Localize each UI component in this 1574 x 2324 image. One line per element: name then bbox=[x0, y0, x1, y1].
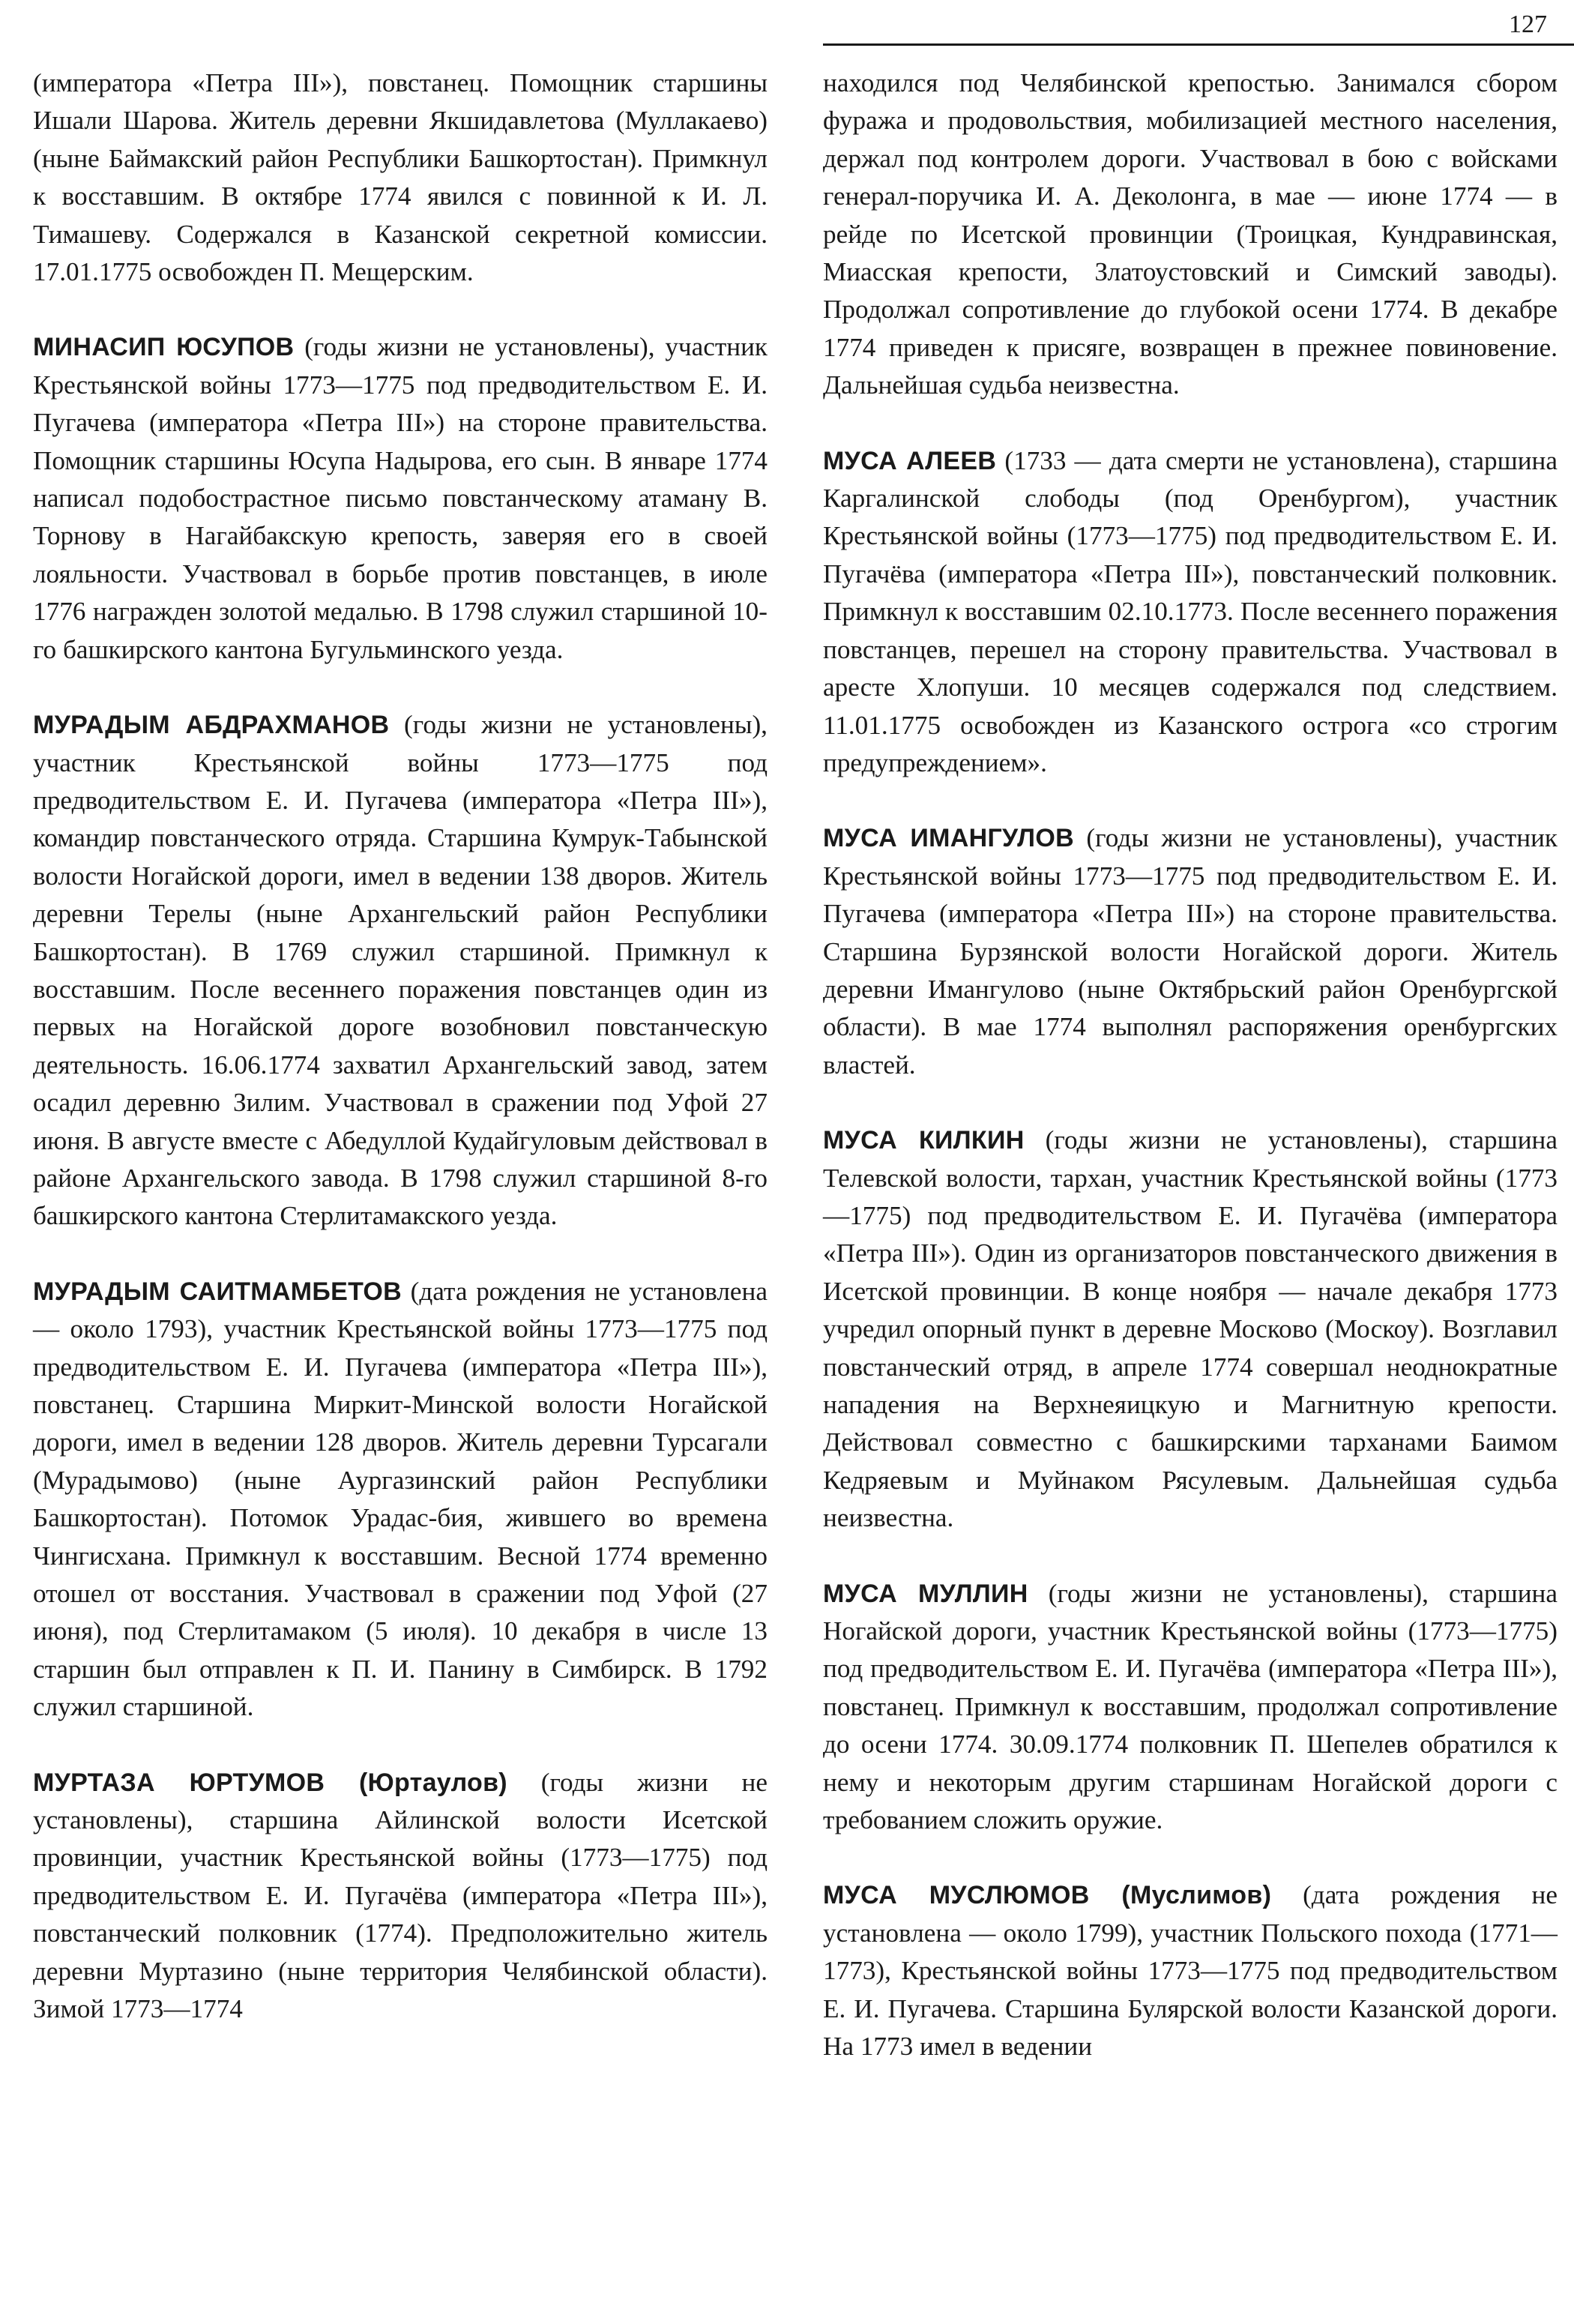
entry-body: (императора «Петра III»), повстанец. Помощник старшины Ишали Шарова. Житель деревни Якшидавлетова (Муллакаево) (ныне Баймакский район Республики Башкортостан). Примкнул к восставшим. В октябре 1774 явился с повинной к И. Л. Тимашеву. Содержался в Казанской секретной комиссии. 17.01.1775 освобожден П. Мещерским. bbox=[33, 68, 768, 287]
entry bbox=[823, 1122, 1558, 1537]
entry-body: (годы жизни не установлены), участник Крестьянской войны 1773—1775 под предводительством Е. И. Пугачева (императора «Петра III») на стороне правительства. Старшина Бурзянской волости Ногайской дороги. Житель деревни Имангулово (ныне Октябрьский район Оренбургской области). В мае 1774 выполнял распоряжения оренбургских властей. bbox=[823, 823, 1558, 1080]
entry bbox=[823, 442, 1558, 783]
entry-headword: МУРАДЫМ АБДРАХМАНОВ bbox=[33, 711, 390, 740]
entry bbox=[823, 819, 1558, 1084]
entry-headword: МУСА АЛЕЕВ bbox=[823, 446, 997, 475]
entry-headword: МИНАСИП ЮСУПОВ bbox=[33, 333, 295, 362]
entry-headword: МУСА МУЛЛИН bbox=[823, 1579, 1028, 1608]
entry-body: (годы жизни не установлены), старшина Айлинской волости Исетской провинции, участник Крестьянской войны (1773—1775) под предводительством Е. И. Пугачёва (императора «Петра III»), повстанческий полковник (1774). Предположительно житель деревни Муртазино (ныне территория Челябинской области). Зимой 1773—1774 bbox=[33, 1767, 768, 2024]
entry-body: (годы жизни не установлены), старшина Ногайской дороги, участник Крестьянской войны (1773—1775) под предводительством Е. И. Пугачёва (императора «Петра III»), повстанец. Примкнул к восставшим, продолжал сопротивление до осени 1774. 30.09.1774 полковник П. Шепелев обратился к нему и некоторым другим старшинам Ногайской дороги с требованием сложить оружие. bbox=[823, 1578, 1558, 1835]
entry-headword: МУСА КИЛКИН bbox=[823, 1126, 1025, 1155]
entry-headword: МУРАДЫМ САИТМАМБЕТОВ bbox=[33, 1277, 402, 1306]
entry bbox=[33, 706, 768, 1235]
entry bbox=[33, 328, 768, 669]
entry-body: (1733 — дата смерти не установлена), старшина Каргалинской слободы (под Оренбургом), участник Крестьянской войны (1773—1775) под предводительством Е. И. Пугачёва (императора «Петра III»), повстанческий полковник. Примкнул к восставшим 02.10.1773. После весеннего поражения повстанцев, перешел на сторону правительства. Участвовал в аресте Хлопуши. 10 месяцев содержался под следствием. 11.01.1775 освобожден из Казанского острога «со строгим предупреждением». bbox=[823, 445, 1558, 777]
entry-headword: МУСА МУСЛЮМОВ (Муслимов) bbox=[823, 1881, 1272, 1910]
entry bbox=[33, 1273, 768, 1727]
entry-body: (дата рождения не установлена — около 1793), участник Крестьянской войны 1773—1775 под предводительством Е. И. Пугачева (императора «Петра III»), повстанец. Старшина Миркит-Минской волости Ногайской дороги, имел в ведении 128 дворов. Житель деревни Турсагали (Мурадымово) (ныне Аургазинский район Республики Башкортостан). Потомок Урадас-бия, жившего во времена Чингисхана. Примкнул к восставшим. Весной 1774 временно отошел от восстания. Участвовал в сражении под Уфой (27 июня), под Стерлитамаком (5 июля). 10 декабря в числе 13 старшин был отправлен к П. И. Панину в Симбирск. В 1792 служил старшиной. bbox=[33, 1276, 768, 1722]
entry-body: (годы жизни не установлены), участник Крестьянской войны 1773—1775 под предводительством Е. И. Пугачева (императора «Петра III»), командир повстанческого отряда. Старшина Кумрук-Табынской волости Ногайской дороги, имел в ведении 138 дворов. Житель деревни Терелы (ныне Архангельский район Республики Башкортостан). В 1769 служил старшиной. Примкнул к восставшим. После весеннего поражения повстанцев один из первых на Ногайской дороге возобновил повстанческую деятельность. 16.06.1774 захватил Архангельский завод, затем осадил деревню Зилим. Участвовал в сражении под Уфой 27 июня. В августе вместе с Абедуллой Кудайгуловым действовал в районе Архангельского завода. В 1798 служил старшиной 8-го башкирского кантона Стерлитамакского уезда. bbox=[33, 710, 768, 1231]
entry-continuation bbox=[823, 64, 1558, 405]
entry-body: находился под Челябинской крепостью. Занимался сбором фуража и продовольствия, мобилизацией местного населения, держал под контролем дороги. Участвовал в бою с войсками генерал-поручика И. А. Деколонга, в мае — июне 1774 — в рейде по Исетской провинции (Троицкая, Кундравинская, Миасская крепости, Златоустовский и Симский заводы). Продолжал сопротивление до глубокой осени 1774. В декабре 1774 приведен к присяге, возвращен в прежнее повиновение. Дальнейшая судьба неизвестна. bbox=[823, 68, 1558, 400]
right-column bbox=[823, 64, 1558, 2104]
header-rule bbox=[823, 43, 1574, 46]
entry-body: (годы жизни не установлены), участник Крестьянской войны 1773—1775 под предводительством Е. И. Пугачева (императора «Петра III») на стороне правительства. Помощник старшины Юсупа Надырова, его сын. В январе 1774 написал подобострастное письмо повстанческому атаману В. Торнову в Нагайбакскую крепость, заверяя его в своей лояльности. Участвовал в борьбе против повстанцев, в июле 1776 награжден золотой медалью. В 1798 служил старшиной 10-го башкирского кантона Бугульминского уезда. bbox=[33, 332, 768, 664]
entry-headword: МУРТАЗА ЮРТУМОВ (Юртаулов) bbox=[33, 1768, 507, 1797]
page-number: 127 bbox=[1509, 10, 1547, 38]
entry-headword: МУСА ИМАНГУЛОВ bbox=[823, 824, 1074, 853]
entry bbox=[33, 1764, 768, 2029]
entry-body: (годы жизни не установлены), старшина Телевской волости, тархан, участник Крестьянской войны (1773—1775) под предводительством Е. И. Пугачёва (императора «Петра III»). Один из организаторов повстанческого движения в Исетской провинции. В конце ноября — начале декабря 1773 учредил опорный пункт в деревне Москово (Москоу). Возглавил повстанческий отряд, в апреле 1774 совершал неоднократные нападения на Верхнеяицкую и Магнитную крепости. Действовал совместно с башкирскими тарханами Баимом Кедряевым и Муйнаком Рясулевым. Дальнейшая судьба неизвестна. bbox=[823, 1125, 1558, 1533]
entry bbox=[823, 1575, 1558, 1840]
entry-continuation bbox=[33, 64, 768, 291]
entry bbox=[823, 1876, 1558, 2065]
entry-body: (дата рождения не установлена — около 1799), участник Польского похода (1771—1773), Крестьянской войны 1773—1775 под предводительством Е. И. Пугачева. Старшина Булярской волости Казанской дороги. На 1773 имел в ведении bbox=[823, 1880, 1558, 2062]
left-column bbox=[33, 64, 768, 2066]
